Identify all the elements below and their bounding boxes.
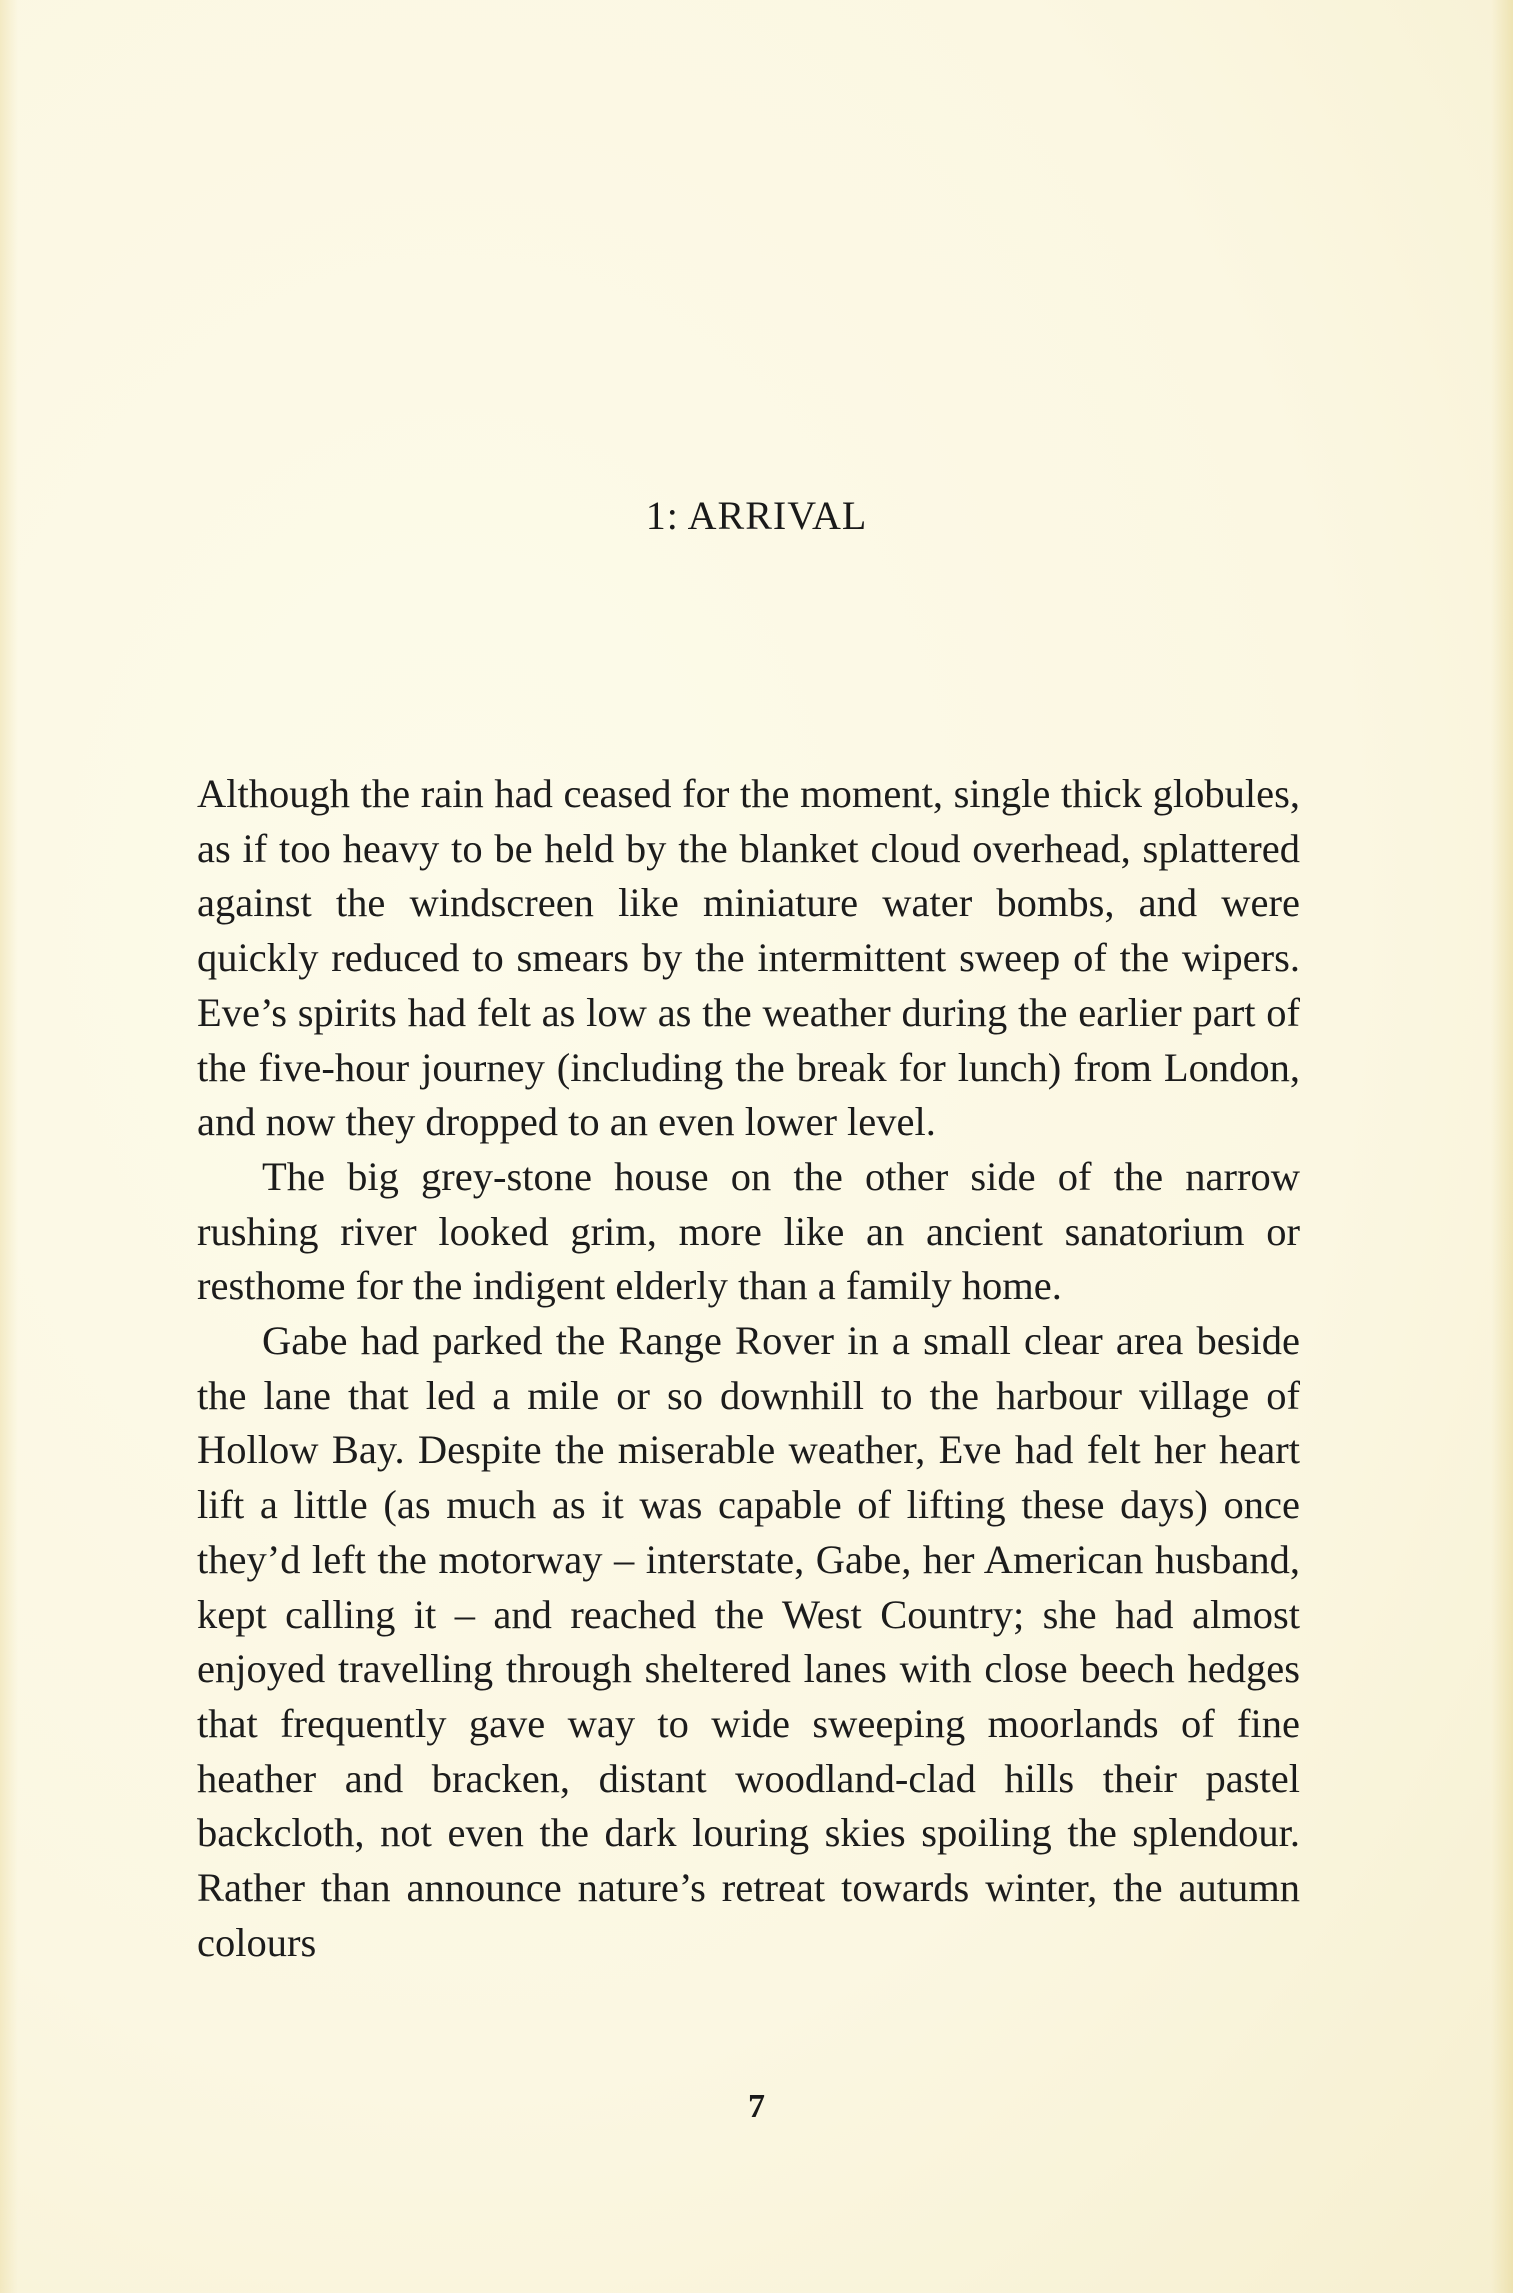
chapter-title: 1: ARRIVAL <box>645 493 868 538</box>
paragraph-1: Although the rain had ceased for the moment, single thick globules, as if too heavy to be held by the blanket cloud overhead, splattered against the windscreen like miniature water bombs, and were quickly reduced to smears by the intermittent sweep of the wipers. Eve’s spirits had felt as low as the weather during the earlier part of the five-hour journey (including the break for lunch) from London, and now they dropped to an even lower level. <box>197 771 1300 1145</box>
page-edge-shadow-left <box>0 0 18 2293</box>
paragraph-2: The big grey-stone house on the other side of the narrow rushing river looked grim, more like an ancient sanatorium or resthome for the indigent elderly than a family home. <box>197 1153 1300 1309</box>
page-number: 7 <box>748 2088 765 2125</box>
page-edge-shadow-right <box>1491 0 1513 2293</box>
chapter-body <box>197 767 1300 1970</box>
paragraph-3: Gabe had parked the Range Rover in a small clear area beside the lane that led a mile or so downhill to the harbour village of Hollow Bay. Despite the miserable weather, Eve had felt her heart lift a little (as much as it was capable of lifting these days) once they’d left the motorway – interstate, Gabe, her American husband, kept calling it – and reached the West Country; she had almost enjoyed travelling through sheltered lanes with close beech hedges that frequently gave way to wide sweeping moorlands of fine heather and bracken, distant woodland-clad hills their pastel backcloth, not even the dark louring skies spoiling the splendour. Rather than announce nature’s retreat towards winter, the autumn colours <box>197 1318 1300 1965</box>
